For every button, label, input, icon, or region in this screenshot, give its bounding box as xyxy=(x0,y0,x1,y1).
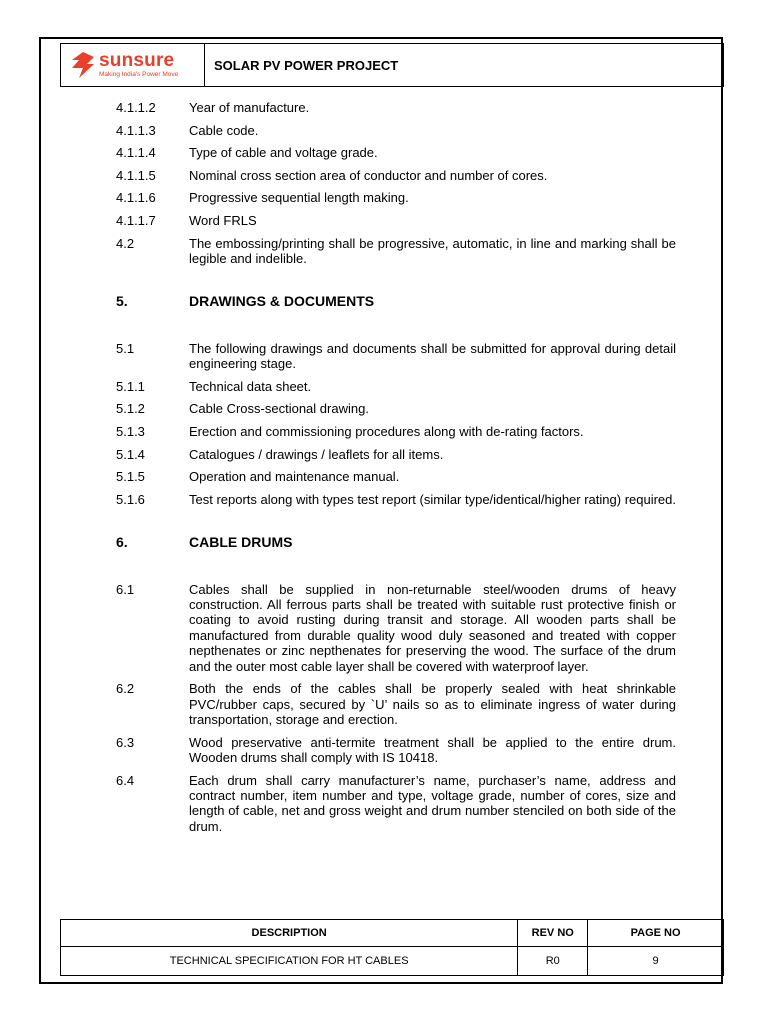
section-number: 5. xyxy=(116,293,128,310)
clause-number: 5.1.6 xyxy=(116,491,145,507)
footer-header-row xyxy=(61,920,724,947)
clause-item xyxy=(116,424,676,439)
clause-number: 4.1.1.6 xyxy=(116,190,156,206)
clause-text: Wood preservative anti-termite treatment shall be applied to the entire drum. Wooden drums shall comply with IS 10418. xyxy=(189,734,676,765)
logo-wordmark: sunsure xyxy=(99,50,175,72)
clause-number: 5.1.1 xyxy=(116,378,145,394)
company-logo xyxy=(61,44,205,86)
section-number: 6. xyxy=(116,534,128,551)
section-heading-5 xyxy=(116,294,676,309)
clause-number: 6.1 xyxy=(116,581,135,597)
clause-text: Year of manufacture. xyxy=(189,100,310,115)
clause-list-6 xyxy=(116,582,676,835)
footer-rev: R0 xyxy=(518,947,588,976)
section-title: CABLE DRUMS xyxy=(189,534,293,551)
footer-description: TECHNICAL SPECIFICATION FOR HT CABLES xyxy=(61,947,518,976)
clause-number: 5.1.2 xyxy=(116,401,145,417)
clause-number: 6.2 xyxy=(116,681,135,697)
clause-text: Operation and maintenance manual. xyxy=(189,469,400,485)
clause-number: 5.1.5 xyxy=(116,469,145,485)
clause-item xyxy=(116,681,676,727)
clause-number: 4.1.1.3 xyxy=(116,122,156,138)
clause-text: Cables shall be supplied in non-returnable steel/wooden drums of heavy construction. All ferrous parts shall be treated with suitable rust protective finish or coating to avoid rusting during transit and storage. All wooden parts shall be manufactured from durable quality wood duly seasoned and treated with copper nepthenates or zinc nepthenates for preserving the wood. The surface of the drum and the outer most cable layer shall be covered with waterproof layer. xyxy=(189,581,676,674)
clause-number: 5.1 xyxy=(116,340,135,356)
clause-item xyxy=(116,341,676,372)
clause-item xyxy=(116,213,676,228)
clause-item xyxy=(116,168,676,183)
clause-item xyxy=(116,401,676,416)
document-body xyxy=(116,100,676,841)
clause-item xyxy=(116,100,676,115)
clause-item xyxy=(116,190,676,205)
clause-text: Nominal cross section area of conductor and number of cores. xyxy=(189,167,548,183)
clause-number: 5.1.3 xyxy=(116,423,145,439)
footer-value-row xyxy=(61,947,724,976)
clause-number: 4.1.1.4 xyxy=(116,145,156,161)
clause-item xyxy=(116,492,676,507)
clause-text: Cable code. xyxy=(189,122,259,138)
footer-table xyxy=(60,919,724,976)
clause-text: Technical data sheet. xyxy=(189,378,312,394)
clause-number: 5.1.4 xyxy=(116,446,145,462)
clause-item xyxy=(116,123,676,138)
clause-item xyxy=(116,236,676,267)
clause-text: Test reports along with types test report (similar type/identical/higher rating) required. xyxy=(189,491,676,507)
clause-text: Both the ends of the cables shall be properly sealed with heat shrinkable PVC/rubber caps, secured by `U’ nails so as to eliminate ingress of water during transportation, storage and erection. xyxy=(189,681,676,727)
clause-number: 4.2 xyxy=(116,235,135,251)
clause-number: 6.4 xyxy=(116,772,135,788)
clause-text: Cable Cross-sectional drawing. xyxy=(189,401,369,417)
clause-text: The embossing/printing shall be progressive, automatic, in line and marking shall be legible and indelible. xyxy=(189,235,676,266)
logo-tagline: Making India's Power Move xyxy=(99,71,179,79)
clause-text: Type of cable and voltage grade. xyxy=(189,145,378,161)
clause-number: 6.3 xyxy=(116,734,135,750)
section-title: DRAWINGS & DOCUMENTS xyxy=(189,293,375,310)
footer-rev-header: REV NO xyxy=(518,920,588,947)
clause-item xyxy=(116,145,676,160)
clause-text: Progressive sequential length making. xyxy=(189,190,409,206)
footer-page: 9 xyxy=(588,947,724,976)
clause-text: The following drawings and documents shall be submitted for approval during detail engineering stage. xyxy=(189,340,676,372)
clause-text: Erection and commissioning procedures along with de-rating factors. xyxy=(189,423,584,439)
clause-item xyxy=(116,447,676,462)
clause-text: Catalogues / drawings / leaflets for all items. xyxy=(189,446,444,462)
clause-number: 4.1.1.5 xyxy=(116,167,156,183)
clause-number: 4.1.1.7 xyxy=(116,212,156,228)
clause-item xyxy=(116,379,676,394)
footer-page-header: PAGE NO xyxy=(588,920,724,947)
page-header xyxy=(60,43,724,87)
section-heading-6 xyxy=(116,535,676,550)
clause-list-4 xyxy=(116,100,676,266)
clause-item xyxy=(116,735,676,766)
clause-item xyxy=(116,582,676,674)
footer-description-header: DESCRIPTION xyxy=(61,920,518,947)
clause-number: 4.1.1.2 xyxy=(116,100,156,115)
sunsure-logo-icon xyxy=(69,51,95,79)
clause-list-5 xyxy=(116,341,676,507)
clause-item xyxy=(116,469,676,484)
clause-text: Each drum shall carry manufacturer’s name, purchaser’s name, address and contract number, item number and type, voltage grade, number of cores, size and length of cable, net and gross weight and drum number stenciled on both side of the drum. xyxy=(189,772,676,834)
clause-item xyxy=(116,773,676,835)
document-title: SOLAR PV POWER PROJECT xyxy=(214,57,399,73)
clause-text: Word FRLS xyxy=(189,212,257,228)
